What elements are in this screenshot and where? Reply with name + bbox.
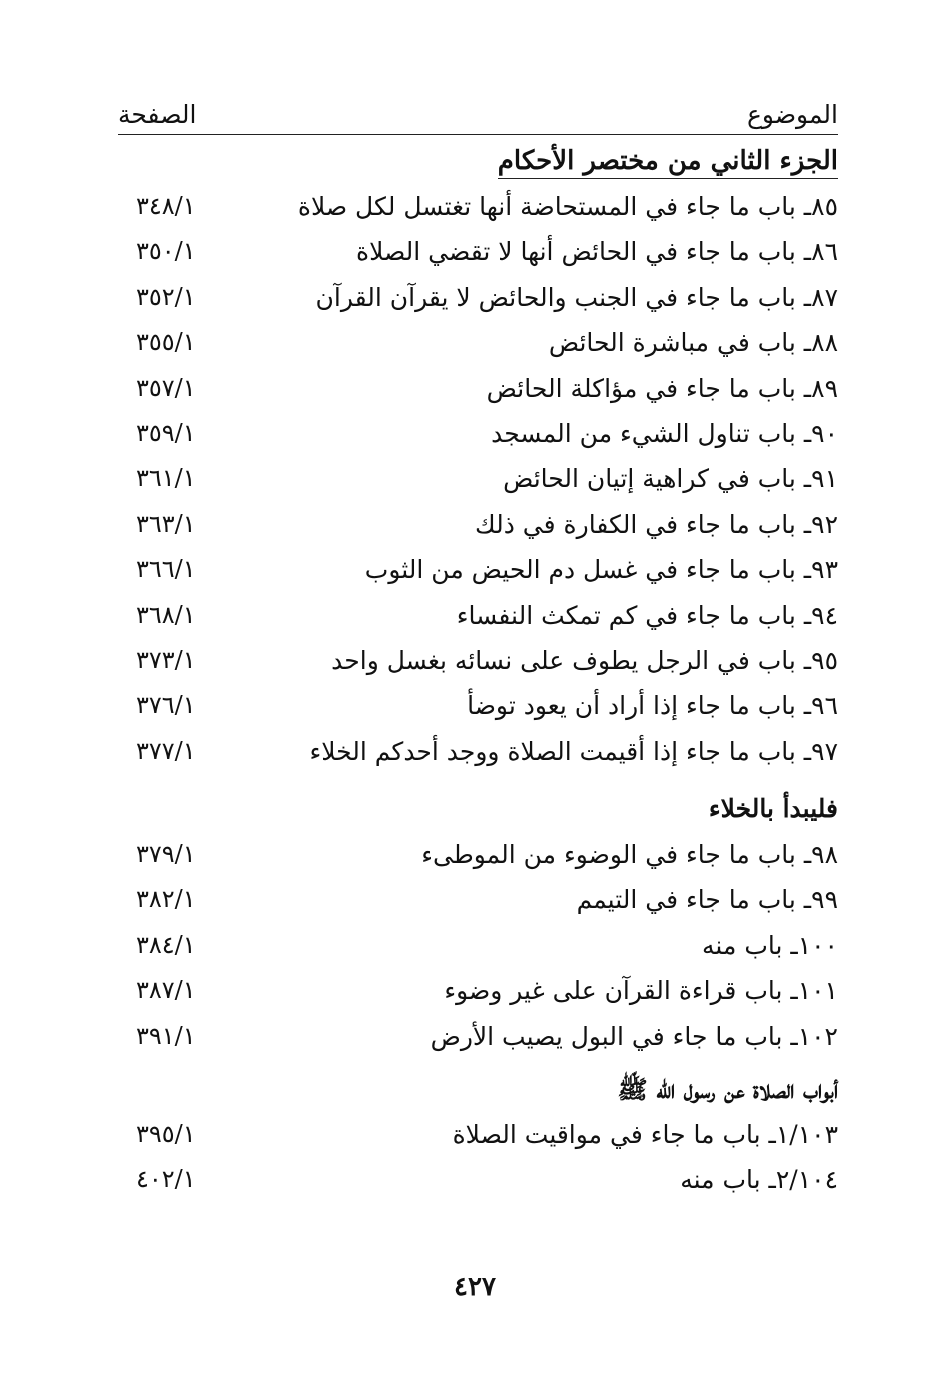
entry-page-ref: ٣٦٣/١ bbox=[136, 509, 196, 538]
entry-page-ref: ٤٠٢/١ bbox=[136, 1165, 196, 1194]
toc-entry-row bbox=[118, 283, 838, 323]
toc-entry-row bbox=[118, 1022, 838, 1062]
entry-page-ref: ٣٨٤/١ bbox=[136, 930, 196, 959]
toc-entry-row bbox=[118, 1165, 838, 1205]
toc-entry-row bbox=[118, 601, 838, 641]
entry-title: ٨٩ـ باب ما جاء في مؤاكلة الحائض bbox=[486, 373, 838, 403]
group-heading: أبواب الصلاة عن رسول الله ﷺ bbox=[617, 1075, 838, 1104]
entry-page-ref: ٣٧٧/١ bbox=[136, 736, 196, 765]
entry-page-ref: ٣٥٧/١ bbox=[136, 373, 196, 402]
entry-title: ٨٨ـ باب في مباشرة الحائض bbox=[548, 328, 838, 358]
toc-entry-row bbox=[118, 555, 838, 595]
entry-page-ref: ٣٩٥/١ bbox=[136, 1120, 196, 1148]
entry-page-ref: ٣٥٢/١ bbox=[136, 282, 196, 311]
toc-entry-row bbox=[118, 237, 838, 277]
toc-entry-row bbox=[118, 328, 838, 368]
page-number: ٤٢٧ bbox=[454, 1272, 496, 1302]
entry-title: ١٠٠ـ باب منه bbox=[702, 930, 838, 960]
entry-title: ٨٥ـ باب ما جاء في المستحاضة أنها تغتسل لكل صلاة bbox=[297, 192, 838, 221]
entry-title: ٨٦ـ باب ما جاء في الحائض أنها لا تقضي الصلاة bbox=[355, 237, 838, 267]
entry-title: ٩٦ـ باب ما جاء إذا أراد أن يعود توضأ bbox=[467, 691, 838, 721]
toc-entry-row bbox=[118, 976, 838, 1016]
entry-title: ٩٨ـ باب ما جاء في الوضوء من الموطىء bbox=[421, 840, 838, 869]
entry-page-ref: ٣٥٠/١ bbox=[136, 237, 196, 266]
page-column-label: الصفحة bbox=[118, 100, 197, 129]
table-header bbox=[118, 98, 838, 135]
entry-title: ٩٠ـ باب تناول الشيء من المسجد bbox=[491, 419, 838, 448]
toc-entry-row bbox=[118, 192, 838, 232]
entry-title: ١/١٠٣ـ باب ما جاء في مواقيت الصلاة bbox=[452, 1120, 838, 1149]
toc-entry-row bbox=[118, 374, 838, 414]
entry-page-ref: ٣٥٩/١ bbox=[136, 419, 196, 447]
entry-title: ٩١ـ باب في كراهية إتيان الحائض bbox=[503, 464, 838, 494]
entry-continuation-line: فليبدأ بالخلاء bbox=[708, 794, 838, 823]
entry-page-ref: ٣٩١/١ bbox=[136, 1021, 196, 1050]
entry-page-ref: ٣٧٩/١ bbox=[136, 840, 196, 868]
entry-title: ٩٢ـ باب ما جاء في الكفارة في ذلك bbox=[475, 509, 838, 539]
entry-page-ref: ٣٥٥/١ bbox=[136, 328, 196, 357]
entry-page-ref: ٣٦٨/١ bbox=[136, 600, 196, 629]
entry-page-ref: ٣٧٣/١ bbox=[136, 646, 196, 674]
entry-title: ٩٩ـ باب ما جاء في التيمم bbox=[576, 885, 838, 915]
toc-entry-row bbox=[118, 691, 838, 731]
entry-title: ٢/١٠٤ـ باب منه bbox=[680, 1165, 838, 1195]
section-title: الجزء الثاني من مختصر الأحكام bbox=[498, 146, 838, 179]
entry-title: ١٠٢ـ باب ما جاء في البول يصيب الأرض bbox=[430, 1021, 838, 1051]
toc-entry-row bbox=[118, 510, 838, 550]
toc-entry-row bbox=[118, 931, 838, 971]
toc-entry-row bbox=[118, 840, 838, 880]
entry-title: ٩٥ـ باب في الرجل يطوف على نسائه بغسل واحد bbox=[331, 646, 838, 675]
topic-column-label: الموضوع bbox=[747, 100, 838, 129]
entry-page-ref: ٣٨٧/١ bbox=[136, 976, 196, 1005]
toc-entry-row bbox=[118, 885, 838, 925]
entry-page-ref: ٣٨٢/١ bbox=[136, 885, 196, 914]
entry-title: ٩٧ـ باب ما جاء إذا أقيمت الصلاة ووجد أحدكم الخلاء bbox=[309, 736, 838, 766]
entry-title: ١٠١ـ باب قراءة القرآن على غير وضوء bbox=[444, 976, 838, 1006]
entry-page-ref: ٣٧٦/١ bbox=[136, 691, 196, 720]
entry-title: ٨٧ـ باب ما جاء في الجنب والحائض لا يقرآن القرآن bbox=[315, 282, 838, 312]
toc-entry-row bbox=[118, 1120, 838, 1160]
toc-entry-row bbox=[118, 737, 838, 777]
toc-entry-row bbox=[118, 646, 838, 686]
toc-entry-row bbox=[118, 464, 838, 504]
entry-page-ref: ٣٤٨/١ bbox=[136, 192, 196, 220]
toc-entry-row bbox=[118, 419, 838, 459]
entry-title: ٩٤ـ باب ما جاء في كم تمكث النفساء bbox=[456, 600, 838, 630]
entry-page-ref: ٣٦٦/١ bbox=[136, 555, 196, 584]
entry-title: ٩٣ـ باب ما جاء في غسل دم الحيض من الثوب bbox=[364, 555, 838, 585]
entry-page-ref: ٣٦١/١ bbox=[136, 464, 196, 493]
